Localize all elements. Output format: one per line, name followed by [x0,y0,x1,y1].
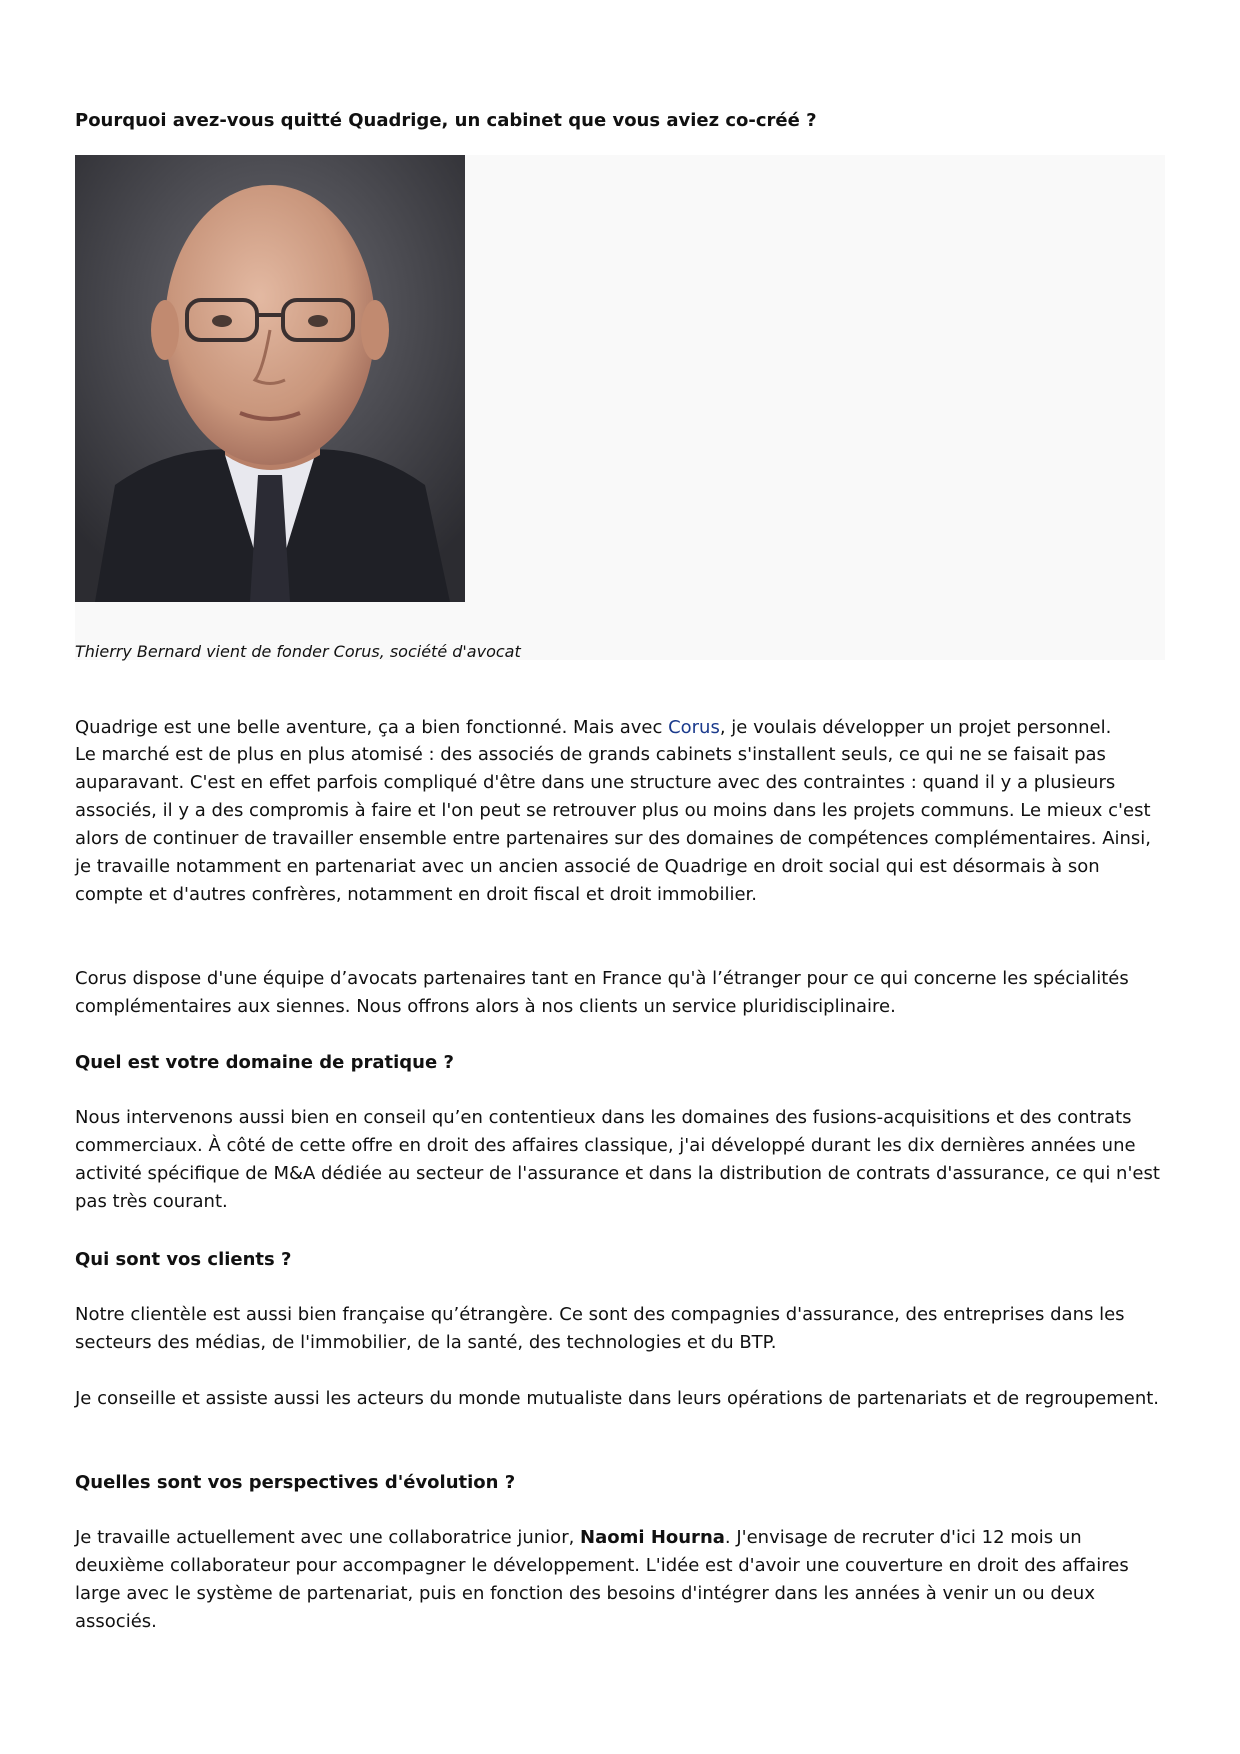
paragraph-4: Nous intervenons aussi bien en conseil qu’en contentieux dans les domaines des fusions-acquisitions et des contrats commerciaux. À côté de cette offre en droit des affaires classique, j'ai développé durant les dix dernières années une activité spécifique de M&A dédiée au secteur de l'assurance et dans la distribution de contrats d'assurance, ce qui n'est pas très courant. [75,1107,1160,1212]
question-heading-departure: Pourquoi avez-vous quitté Quadrige, un cabinet que vous aviez co-créé ? [75,110,817,131]
photo-caption: Thierry Bernard vient de fonder Corus, société d'avocat [75,642,521,661]
paragraph-7-end: . J'envisage de recruter d'ici 12 mois un deuxième collaborateur pour accompagner le développement. L'idée est d'avoir une couverture en droit des affaires large avec le système de partenariat, puis en fonction des besoins d'intégrer dans les années à venir un ou deux associés. [75,1527,1129,1632]
paragraph-6: Je conseille et assiste aussi les acteurs du monde mutualiste dans leurs opérations de partenariats et de regroupement. [75,1388,1160,1409]
photo-figure [75,155,1165,660]
collaborator-name: Naomi Hourna [580,1527,725,1548]
paragraph-2: Le marché est de plus en plus atomisé : des associés de grands cabinets s'installent seuls, ce qui ne se faisait pas auparavant. C'est en effet parfois compliqué d'être dans une structure avec des contraintes : quand il y a plusieurs associés, il y a des compromis à faire et l'on peut se retrouver plus ou moins dans les projets communs. Le mieux c'est alors de continuer de travailler ensemble entre partenaires sur des domaines de compétences complémentaires. Ainsi, je travaille notamment en partenariat avec un ancien associé de Quadrige en droit social qui est désormais à son compte et d'autres confrères, notamment en droit fiscal et droit immobilier. [75,744,1152,905]
paragraph-1 [75,714,1165,742]
question-heading-clients: Qui sont vos clients ? [75,1249,292,1270]
paragraph-1-start: Quadrige est une belle aventure, ça a bien fonctionné. Mais avec [75,717,669,738]
corus-link[interactable]: Corus [668,717,720,738]
paragraph-7 [75,1524,1165,1636]
paragraph-5: Notre clientèle est aussi bien française qu’étrangère. Ce sont des compagnies d'assurance, des entreprises dans les secteurs des médias, de l'immobilier, de la santé, des technologies et du BTP. [75,1304,1125,1353]
paragraph-7-start: Je travaille actuellement avec une collaboratrice junior, [75,1527,581,1548]
paragraph-3: Corus dispose d'une équipe d’avocats partenaires tant en France qu'à l’étranger pour ce qui concerne les spécialités complémentaires aux siennes. Nous offrons alors à nos clients un service pluridisciplinaire. [75,968,1129,1017]
portrait-photo-icon [75,155,465,602]
question-heading-outlook: Quelles sont vos perspectives d'évolution ? [75,1472,516,1493]
question-heading-practice: Quel est votre domaine de pratique ? [75,1052,454,1073]
paragraph-1-end: , je voulais développer un projet personnel. [719,717,1112,738]
